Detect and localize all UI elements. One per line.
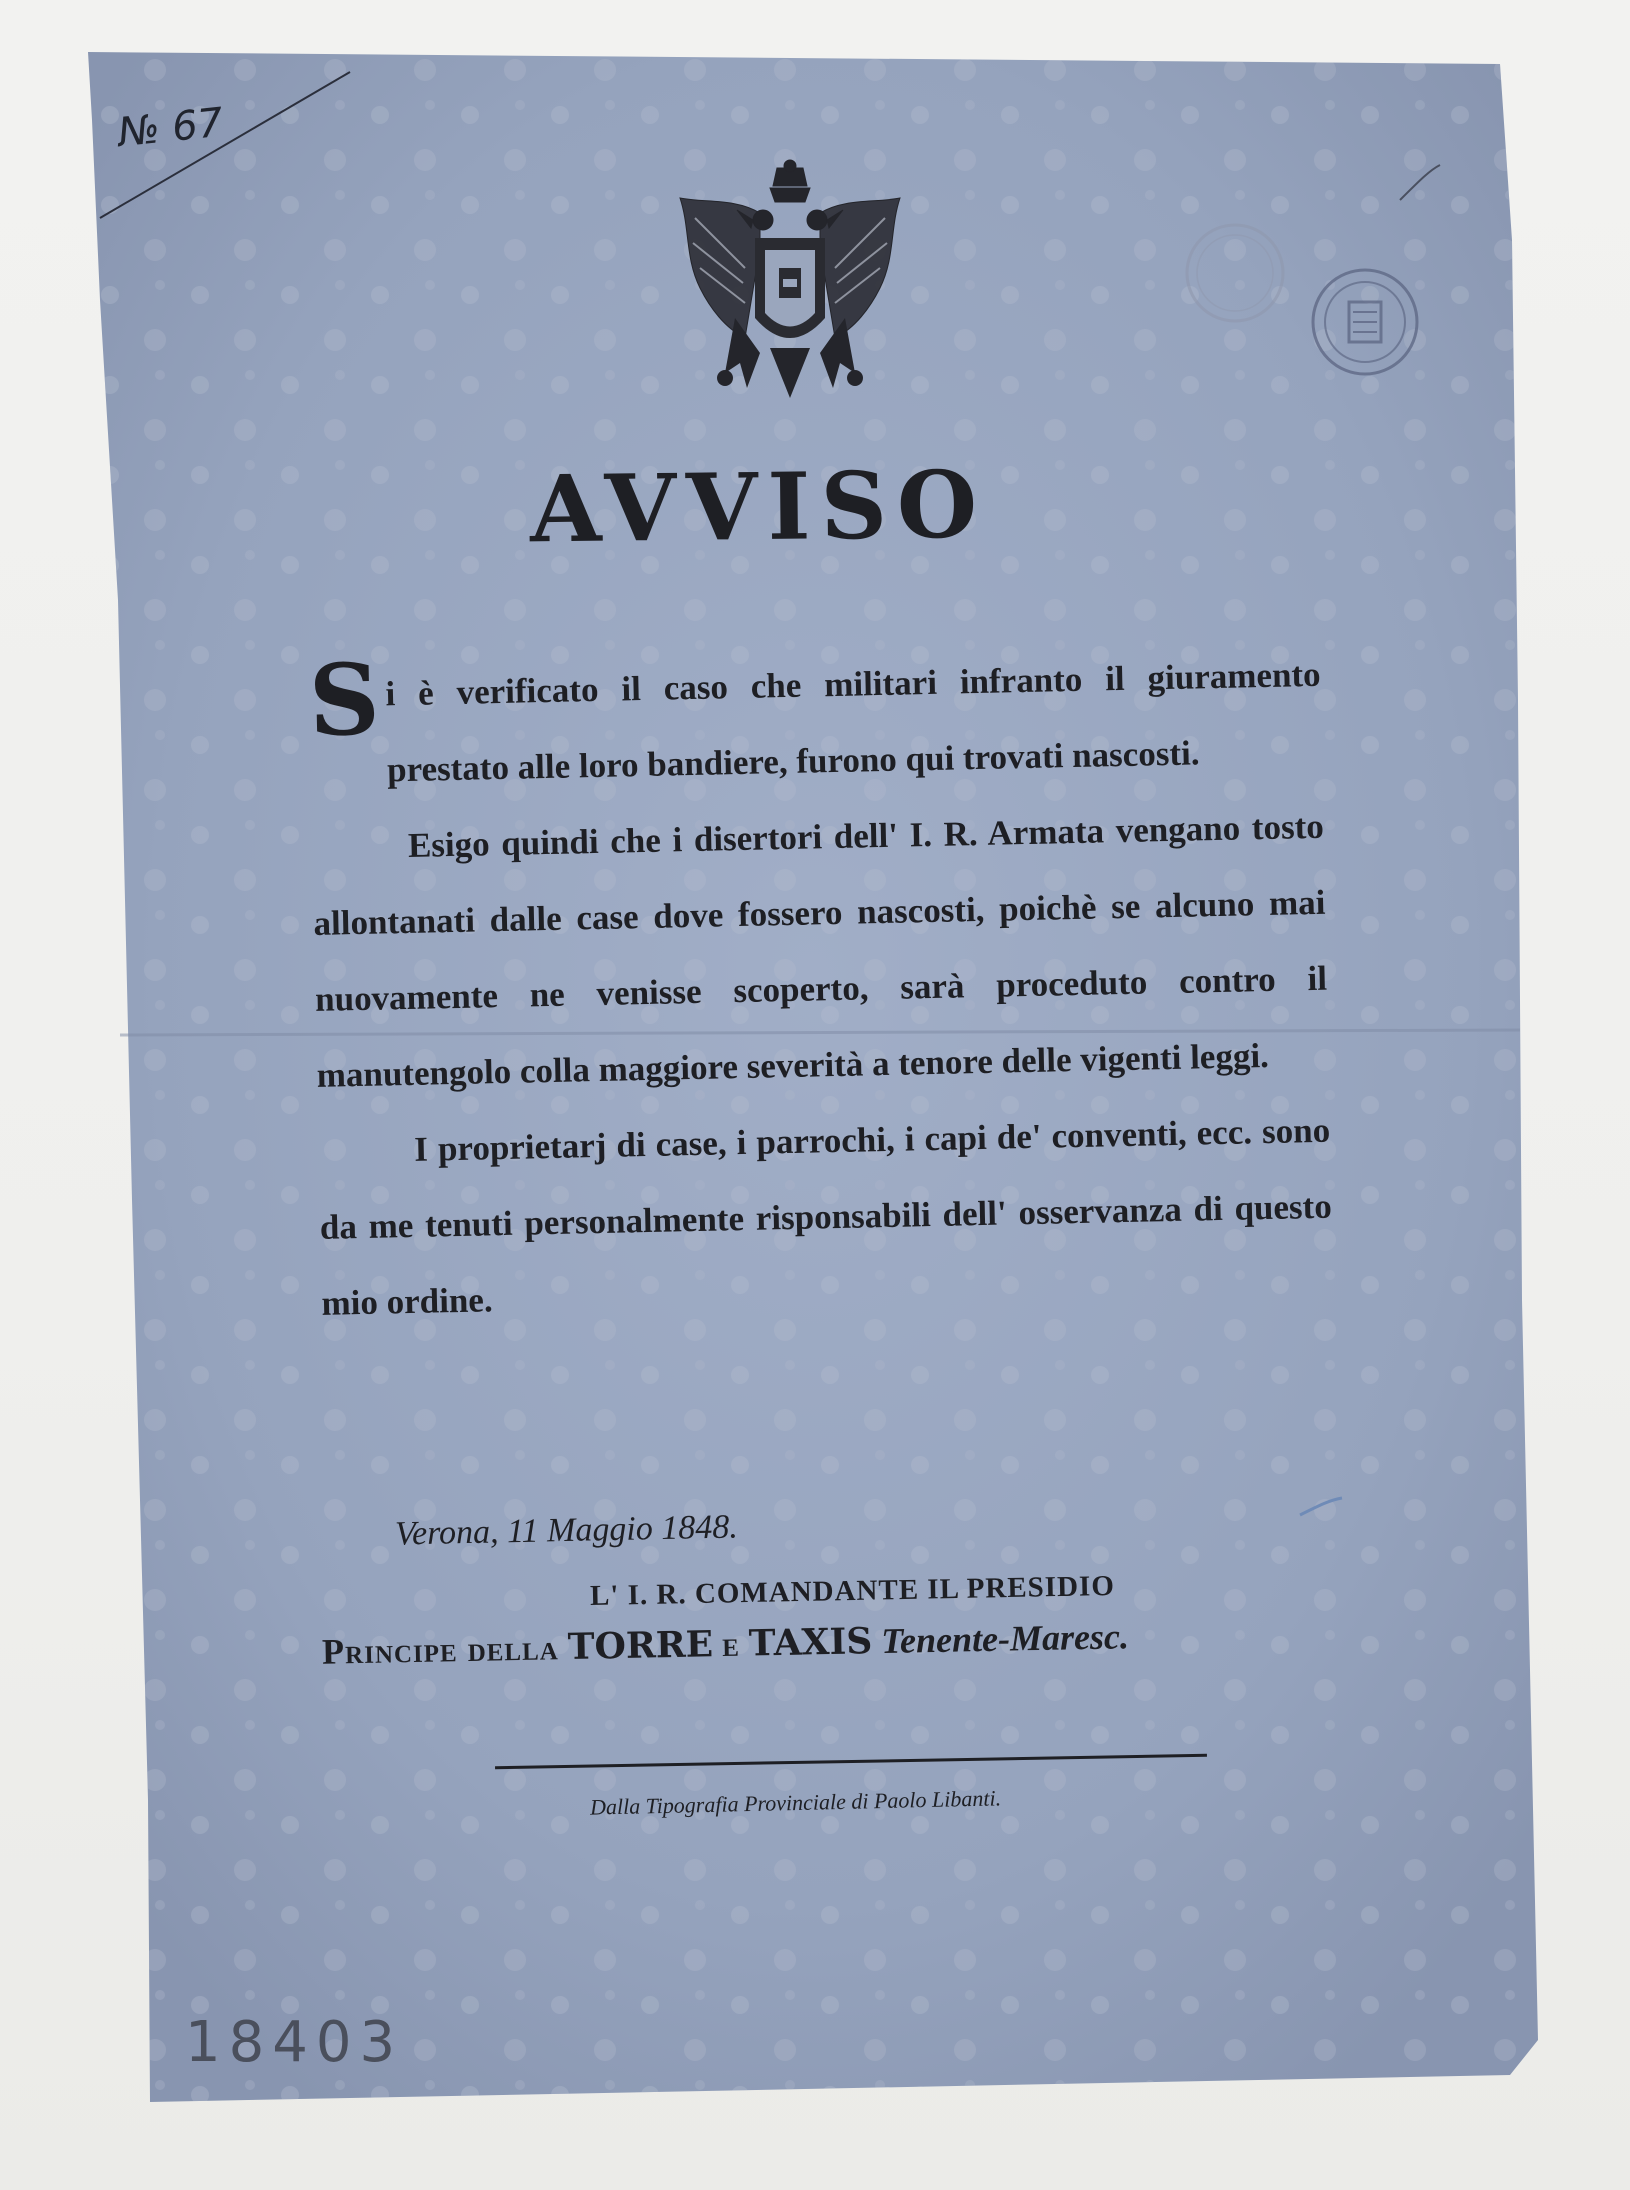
notice-title: AVVISO (529, 450, 988, 564)
signature-principe: Principe della (321, 1627, 560, 1672)
handwritten-catalog-mark: № 67 (115, 99, 226, 157)
commander-line: L' I. R. COMANDANTE IL PRESIDIO (589, 1569, 1116, 1613)
paragraph-1-text: i è verificato il caso che militari infranto il giuramento prestato alle loro bandiere, furono qui trovati nascosti. (385, 654, 1321, 790)
notice-body (308, 637, 1334, 1342)
library-stamp (1305, 262, 1425, 382)
signature-torre: TORRE (567, 1623, 714, 1669)
paragraph-3: I proprietarj di case, i parrochi, i capi de' conventi, ecc. sono da me tenuti personalmente risponsabili dell' osservanza di questo mio ordine. (319, 1110, 1333, 1323)
paragraph-1 (308, 637, 1323, 810)
double-headed-eagle-emblem (665, 158, 915, 418)
signature-rank: Tenente-Maresc. (880, 1616, 1130, 1662)
printer-credit: Dalla Tipografia Provinciale di Paolo Libanti. (589, 1785, 1002, 1820)
signature-taxis: TAXIS (748, 1620, 873, 1665)
handwritten-inventory-number: 18403 (185, 2010, 404, 2075)
drop-cap: S (307, 642, 381, 759)
signature-e: e (721, 1623, 741, 1665)
faded-library-stamp (1180, 218, 1290, 328)
notice-date: Verona, 11 Maggio 1848. (394, 1508, 739, 1553)
paragraph-2: Esigo quindi che i disertori dell' I. R. Armata vengano tosto allontanati dalle case dove fossero nascosti, poichè se alcuno mai nuovamente ne venisse scoperto, sarà proceduto contro il manutengolo colla maggiore severità a tenore delle vigenti leggi. (313, 806, 1328, 1095)
